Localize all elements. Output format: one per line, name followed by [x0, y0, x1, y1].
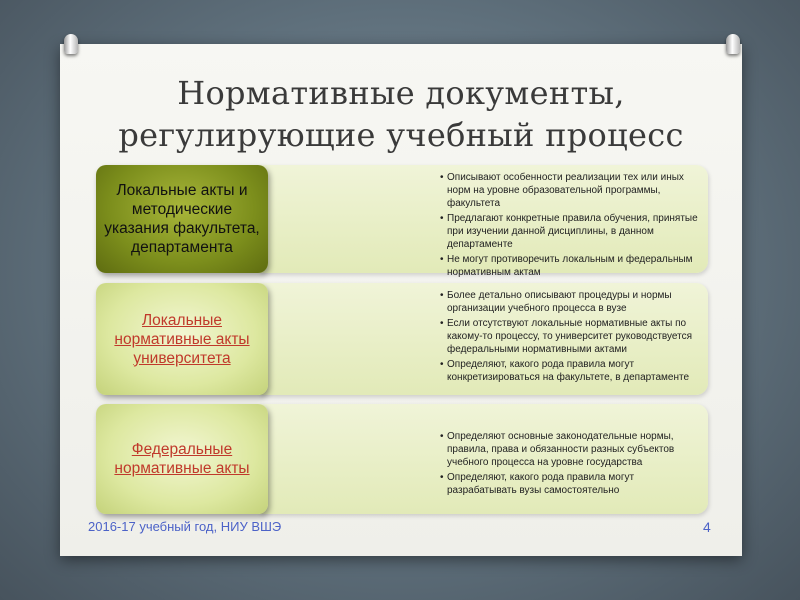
page-number: 4: [703, 519, 711, 535]
slide-title: [60, 72, 742, 156]
link-federal-acts[interactable]: Федеральные нормативные акты: [96, 404, 268, 514]
category-box-faculty: Локальные акты и методические указания факультета, департамента: [96, 165, 268, 273]
bullet-item: • Предлагают конкретные правила обучения, принятые при изучении данной дисциплины, в данном департаменте: [440, 212, 700, 251]
bullet-item: • Определяют, какого рода правила могут разрабатывать вузы самостоятельно: [440, 471, 700, 497]
pushpin-icon: [64, 34, 78, 54]
description-panel: [260, 165, 708, 278]
bullet-list: [440, 430, 700, 499]
row-university: [96, 283, 708, 395]
title-line-1: Нормативные документы,: [177, 74, 625, 112]
pushpin-icon: [726, 34, 740, 54]
bullet-item: • Описывают особенности реализации тех или иных норм на уровне образовательной программы, факультета: [440, 171, 700, 210]
bullet-item: • Более детально описывают процедуры и нормы организации учебного процесса в вузе: [440, 289, 700, 315]
link-university-acts[interactable]: Локальные нормативные акты университета: [96, 283, 268, 395]
row-federal: [96, 404, 708, 514]
bullet-item: • Определяют основные законодательные нормы, правила, права и обязанности разных субъектов учебного процесса на уровне государства: [440, 430, 700, 469]
description-panel: [260, 404, 708, 514]
bullet-item: • Не могут противоречить локальным и федеральным нормативным актам: [440, 253, 700, 279]
footer-text: 2016-17 учебный год, НИУ ВШЭ: [88, 519, 282, 534]
bullet-list: [440, 289, 700, 386]
description-panel: [260, 283, 708, 395]
bullet-item: • Если отсутствуют локальные нормативные акты по какому-то процессу, то университет руководствуется федеральными нормативными актами: [440, 317, 700, 356]
bullet-item: • Определяют, какого рода правила могут конкретизироваться на факультете, в департаменте: [440, 358, 700, 384]
bullet-list: [440, 171, 700, 281]
title-line-2: регулирующие учебный процесс: [118, 116, 684, 154]
row-local-faculty: [96, 165, 708, 278]
